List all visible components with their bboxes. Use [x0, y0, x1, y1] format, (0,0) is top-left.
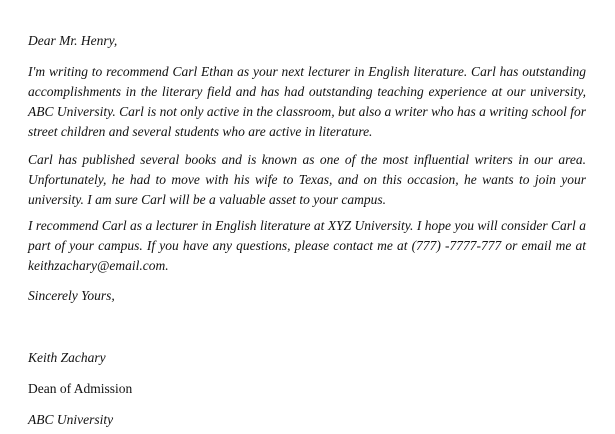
- body-paragraph-3: I recommend Carl as a lecturer in English literature at XYZ University. I hope you will consider Carl a part of your campus. If you have any questions, please contact me at (777) -7777-777 or email me at keithzachary@email.com.: [28, 218, 586, 273]
- salutation: Dear Mr. Henry,: [28, 33, 118, 48]
- signature-organization: ABC University: [28, 412, 114, 427]
- closing: Sincerely Yours,: [28, 288, 115, 303]
- signature-title: Dean of Admission: [28, 381, 133, 396]
- body-paragraph-1: I'm writing to recommend Carl Ethan as your next lecturer in English literature. Carl has outstanding accomplishments in the literary field and has had outstanding teaching experience at our university, ABC University. Carl is not only active in the classroom, but also a writer who has a writing school for street children and several students who are active in literature.: [28, 64, 586, 139]
- signature-name: Keith Zachary: [28, 350, 106, 365]
- body-paragraph-2: Carl has published several books and is known as one of the most influential writers in our area. Unfortunately, he had to move with his wife to Texas, and on this occasion, he wants to join your university. I am sure Carl will be a valuable asset to your campus.: [28, 152, 586, 207]
